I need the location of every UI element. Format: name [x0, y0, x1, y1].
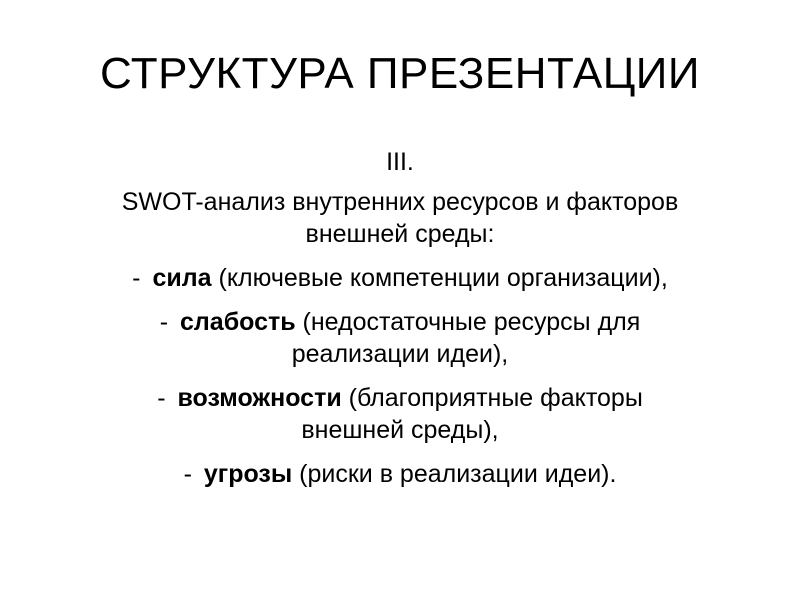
- swot-term: угрозы: [203, 460, 293, 488]
- slide-body: [40, 146, 760, 502]
- swot-description-continued: внешней среды),: [301, 416, 499, 444]
- swot-item-weakness: [40, 306, 760, 370]
- section-number: III.: [386, 148, 414, 176]
- swot-description-continued: реализации идеи),: [291, 340, 509, 368]
- swot-item-strength: [40, 262, 760, 294]
- bullet-dash: -: [183, 460, 192, 488]
- swot-term: сила: [152, 264, 212, 292]
- swot-description: (риски в реализации идеи).: [292, 460, 617, 488]
- intro-paragraph: [40, 186, 760, 250]
- intro-line: SWOT-анализ внутренних ресурсов и факторов: [121, 188, 679, 216]
- bullet-dash: -: [159, 308, 169, 336]
- swot-term: возможности: [177, 384, 342, 412]
- swot-description: (недостаточные ресурсы для: [295, 308, 641, 336]
- bullet-dash: -: [157, 384, 166, 412]
- swot-description: (ключевые компетенции организации),: [211, 264, 668, 292]
- swot-item-threats: [40, 458, 760, 490]
- swot-item-opportunities: [40, 382, 760, 446]
- swot-description: (благоприятные факторы: [341, 384, 643, 412]
- swot-term: слабость: [180, 308, 296, 336]
- intro-line: внешней среды:: [305, 220, 495, 248]
- bullet-dash: -: [132, 264, 141, 292]
- slide-title: СТРУКТУРА ПРЕЗЕНТАЦИИ: [99, 49, 701, 98]
